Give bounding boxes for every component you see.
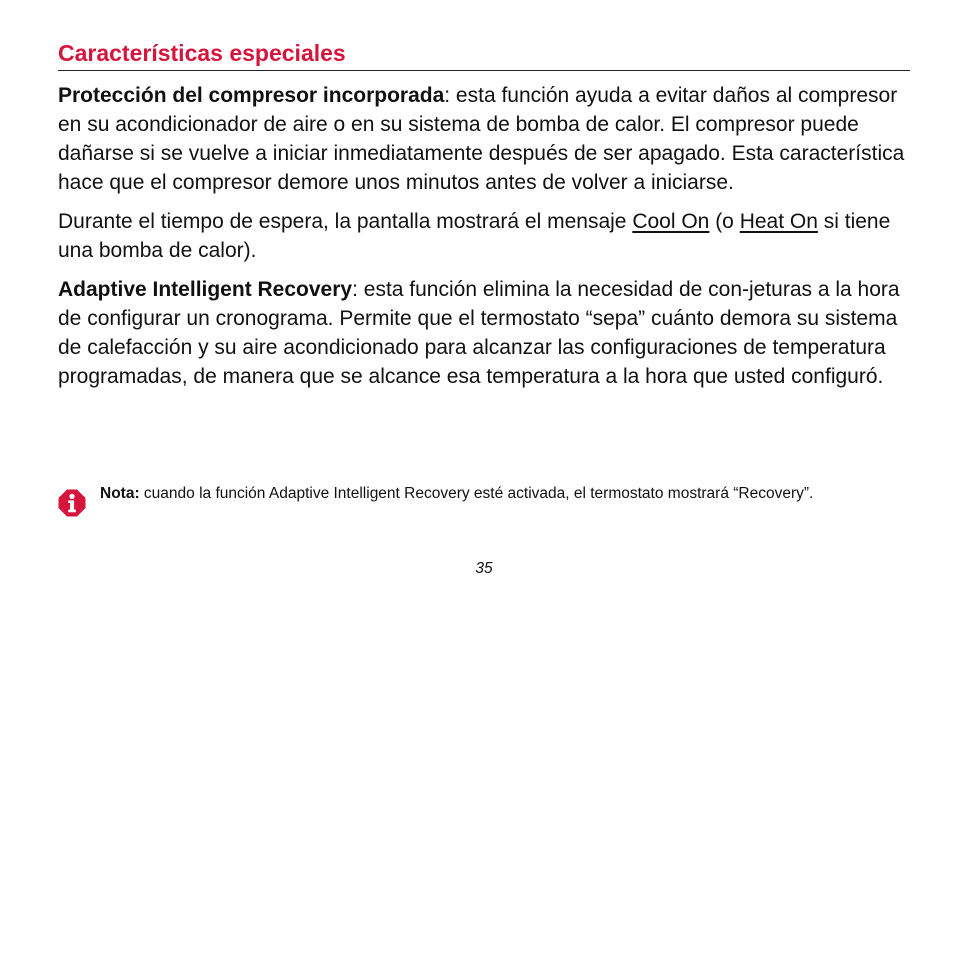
section-title: Características especiales [58,40,346,66]
heat-on-message: Heat On [739,210,818,233]
compressor-protection-text: : esta función ayuda a evitar daños al compresor en su acondicionador de aire o en su sistema de bomba de calor. El compresor puede dañarse si se vuelve a iniciar inmediatamente después de ser apagado. Esta característica hace que el compresor demore unos minutos antes de volver a iniciarse. [58,84,905,194]
waiting-message-paragraph [58,207,910,265]
info-icon [58,489,86,517]
adaptive-recovery-label: Adaptive Intelligent Recovery [58,278,353,301]
page-number: 35 [475,560,493,577]
adaptive-recovery-paragraph [58,275,910,391]
compressor-protection-paragraph [58,81,910,197]
manual-page [58,38,910,577]
waiting-text-before: Durante el tiempo de espera, la pantalla mostrará el mensaje [58,210,633,233]
adaptive-recovery-text: : esta función elimina la necesidad de con-jeturas a la hora de configurar un cronograma. Permite que el termostato “sepa” cuánto demora su sistema de calefacción y su aire acondicionado para alcanzar las configuraciones de temperatura programadas, de manera que se alcance esa temperatura a la hora que usted configuró. [58,278,900,388]
note-text [100,483,900,505]
note-label: Nota: [100,485,140,502]
cool-on-message: Cool On [632,210,710,233]
note-body: cuando la función Adaptive Intelligent Recovery esté activada, el termostato mostrará “Recovery”. [139,485,814,502]
compressor-protection-label: Protección del compresor incorporada [58,84,445,107]
title-divider [58,70,910,71]
waiting-text-middle: (o [709,210,740,233]
waiting-text-after: si tiene una bomba de calor). [58,210,891,262]
